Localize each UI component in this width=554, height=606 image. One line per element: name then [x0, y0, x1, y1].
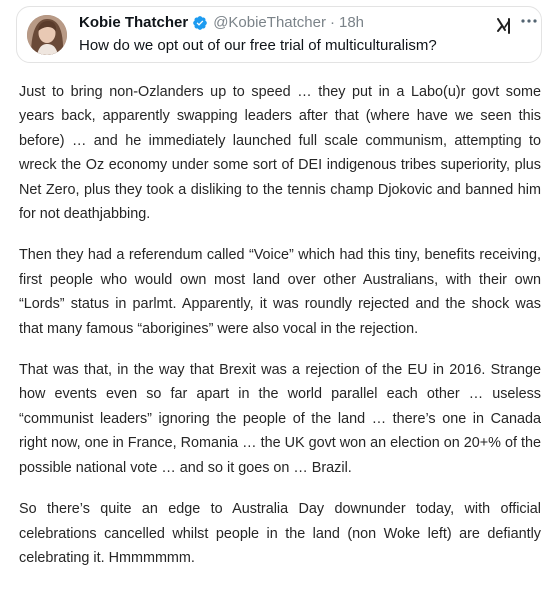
quoted-tweet-card[interactable]: [16, 6, 542, 63]
reply-body: [19, 80, 541, 587]
reply-paragraph: So there’s quite an edge to Australia Day downunder today, with official celebrations cancelled whilst people in the land (non Woke left) are defiantly celebrating it. Hmmmmmm.: [19, 501, 541, 566]
reply-paragraph: Just to bring non-Ozlanders up to speed … they put in a Labo(u)r govt some years back, apparently swapping leaders after that (where have we seen this before) … and he immediately launched full scale communism, attempting to wreck the Oz economy under some sort of DEI indigenous tribes superiority, plus Net Zero, plus they took a disliking to the tennis champ Djokovic and banned him for not deathjabbing.: [19, 84, 541, 223]
profile-photo: [27, 15, 67, 55]
avatar[interactable]: [27, 15, 67, 55]
author-row: [79, 14, 364, 32]
separator-dot: ·: [329, 14, 335, 31]
grok-icon[interactable]: [496, 17, 514, 35]
author-name[interactable]: Kobie Thatcher: [79, 14, 189, 31]
reply-paragraph: Then they had a referendum called “Voice” which had this tiny, benefits receiving, first people who would own most land over other Australians, with their own “Lords” status in parlmt. Apparently, it was roundly rejected and the shock was that many famous “aborigines” were also vocal in the rejection.: [19, 247, 541, 337]
reply-paragraph: That was that, in the way that Brexit was a rejection of the EU in 2016. Strange how events even so far apart in the world parallel each other … useless “communist leaders” ignoring the people of the land … there’s one in Canada right now, one in France, Romania … the UK govt won an election on 20+% of the possible national vote … and so it goes on … Brazil.: [19, 362, 541, 476]
tweet-text: How do we opt out of our free trial of multiculturalism?: [79, 37, 437, 54]
verified-badge-icon: [192, 15, 208, 31]
more-icon[interactable]: [520, 14, 538, 32]
post-time[interactable]: 18h: [338, 14, 365, 31]
author-handle[interactable]: @KobieThatcher: [213, 14, 326, 31]
